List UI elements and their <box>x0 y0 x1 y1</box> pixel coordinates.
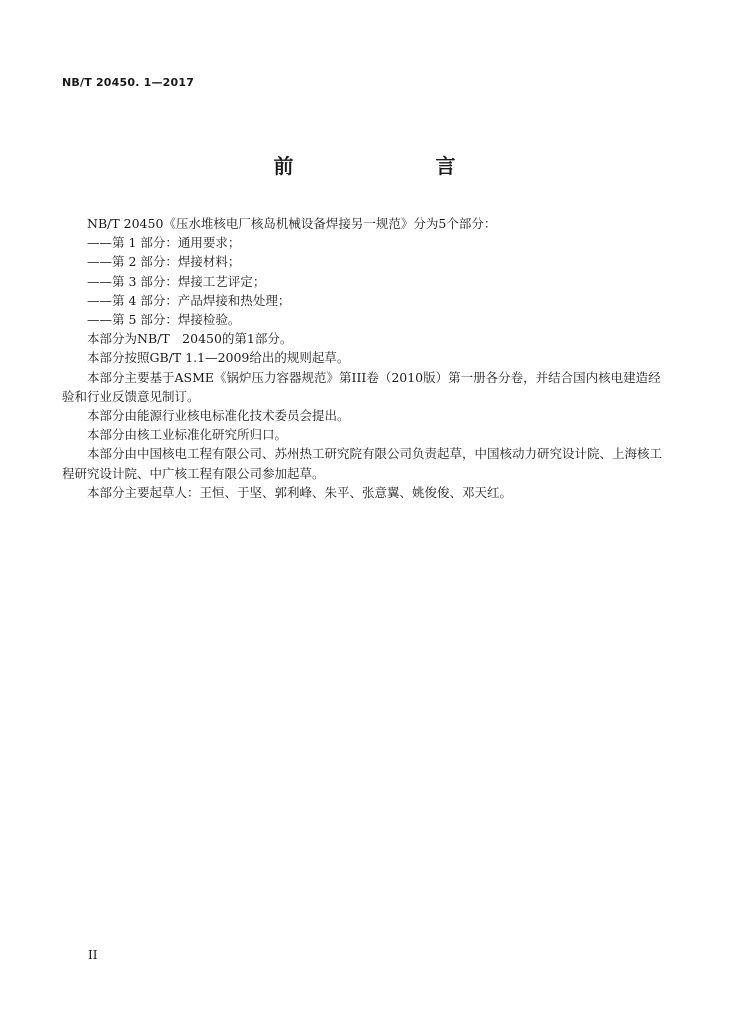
part-list-item: ——第 1 部分：通用要求； <box>87 235 241 251</box>
body-paragraph: 本部分主要基于ASME《锅炉压力容器规范》第III卷（2010版）第一册各分卷，并结合国内核电建造经验和行业反馈意见制订。 <box>62 369 661 404</box>
body-paragraph: 本部分由核工业标准化研究所归口。 <box>87 427 288 443</box>
foreword-body <box>62 214 667 502</box>
part-list-item: ——第 5 部分：焊接检验。 <box>87 312 241 328</box>
standard-number-header: NB/T 20450. 1—2017 <box>62 76 195 89</box>
intro-paragraph: NB/T 20450《压水堆核电厂核岛机械设备焊接另一规范》分为5个部分： <box>87 216 497 231</box>
body-paragraph: 本部分由中国核电工程有限公司、苏州热工研究院有限公司负责起草，中国核动力研究设计院、上海核工程研究设计院、中广核工程有限公司参加起草。 <box>62 446 663 481</box>
part-list-item: ——第 4 部分：产品焊接和热处理； <box>87 292 291 308</box>
part-list-item: ——第 2 部分：焊接材料； <box>87 254 241 270</box>
body-paragraph: 本部分由能源行业核电标准化技术委员会提出。 <box>87 408 350 424</box>
page-title: 前 言 <box>273 154 490 178</box>
body-paragraph: 本部分主要起草人：王恒、于坚、郭利峰、朱平、张意翼、姚俊俊、邓天红。 <box>87 484 513 500</box>
body-paragraph: 本部分按照GB/T 1.1—2009给出的规则起草。 <box>87 350 350 366</box>
body-paragraph: 本部分为NB/T 20450的第1部分。 <box>87 331 293 347</box>
page-number: II <box>88 948 98 962</box>
part-list-item: ——第 3 部分：焊接工艺评定； <box>87 273 266 289</box>
